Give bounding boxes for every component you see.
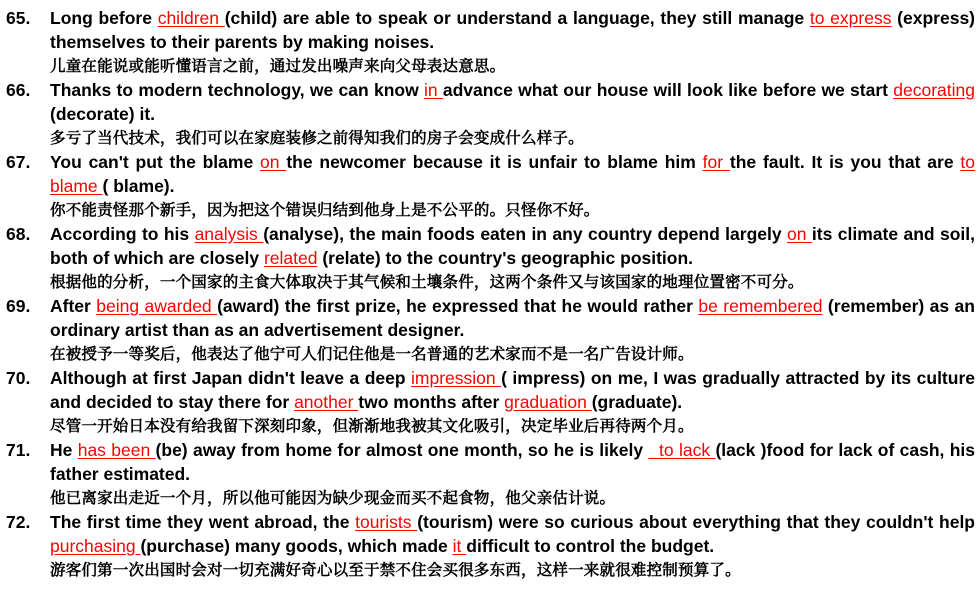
answer-blank: has been (77, 440, 156, 460)
item-number: 71. (6, 440, 31, 460)
answer-blank: another (294, 392, 359, 412)
sentence-text: difficult to control the budget. (466, 536, 715, 556)
sentence-text: (graduate). (591, 392, 683, 412)
answer-blank: impression (411, 368, 502, 388)
sentence-text: (be) away from home for almost one month, so he is likely (155, 440, 649, 460)
sentence-text: ( blame). (102, 176, 175, 196)
exercise-item-70 (6, 366, 975, 438)
item-number: 67. (6, 152, 31, 172)
sentence-text: (remember) as an ordinary artist than as an advertisement designer. (50, 296, 975, 340)
exercise-item-69 (6, 294, 975, 366)
sentence-text: The first time they went abroad, the (50, 512, 356, 532)
exercise-item-66 (6, 78, 975, 150)
sentence-text: (relate) to the country's geographic position. (317, 248, 694, 268)
sentence-text: ( impress) on me, I was gradually attracted by its culture and decided to stay there for (50, 368, 975, 412)
item-number: 72. (6, 512, 31, 532)
item-number: 70. (6, 368, 31, 388)
chinese-translation: 尽管一开始日本没有给我留下深刻印象，但渐渐地我被其文化吸引，决定毕业后再待两个月。 (50, 417, 694, 435)
chinese-translation: 儿童在能说或能听懂语言之前，通过发出噪声来向父母表达意思。 (50, 57, 506, 75)
chinese-translation: 他已离家出走近一个月，所以他可能因为缺少现金而买不起食物，他父亲估计说。 (50, 489, 616, 507)
sentence-text: (child) are able to speak or understand a language, they still manage (224, 8, 810, 28)
item-number: 65. (6, 8, 31, 28)
sentence-text: (lack )food for lack of cash, his father estimated. (50, 440, 976, 484)
answer-blank: being awarded (96, 296, 218, 316)
sentence-text: (tourism) were so curious about everything that they couldn't help (417, 512, 976, 532)
sentence-text: the fault. It is you that are (729, 152, 961, 172)
answer-blank: it (452, 536, 467, 556)
sentence-text: According to his (50, 224, 195, 244)
answer-blank: on (787, 224, 812, 244)
answer-blank: graduation (504, 392, 592, 412)
sentence-text: two months after (358, 392, 505, 412)
english-sentence (50, 150, 975, 198)
answer-blank: to express (809, 8, 892, 28)
item-number: 69. (6, 296, 31, 316)
sentence-text: Long before (50, 8, 158, 28)
english-sentence (50, 510, 975, 558)
answer-blank: purchasing (50, 536, 141, 556)
chinese-translation: 多亏了当代技术，我们可以在家庭装修之前得知我们的房子会变成什么样子。 (50, 129, 584, 147)
exercise-item-68 (6, 222, 975, 294)
sentence-text: (express) themselves to their parents by making noises. (50, 8, 975, 52)
answer-blank: be remembered (698, 296, 823, 316)
exercise-item-72 (6, 510, 975, 582)
item-number: 66. (6, 80, 31, 100)
exercise-item-67 (6, 150, 975, 222)
answer-blank: tourists (355, 512, 418, 532)
exercise-item-71 (6, 438, 975, 510)
answer-blank: related (263, 248, 318, 268)
sentence-text: After (50, 296, 97, 316)
answer-blank: for (702, 152, 730, 172)
sentence-text: (analyse), the main foods eaten in any country depend largely (263, 224, 788, 244)
answer-blank: on (260, 152, 287, 172)
answer-blank: to lack (648, 440, 716, 460)
sentence-text: (award) the first prize, he expressed that he would rather (217, 296, 699, 316)
sentence-text: (decorate) it. (50, 104, 156, 124)
sentence-text: Thanks to modern technology, we can know (50, 80, 424, 100)
english-sentence (50, 294, 975, 342)
sentence-text: the newcomer because it is unfair to blame him (286, 152, 703, 172)
answer-blank: in (423, 80, 443, 100)
sentence-text: He (50, 440, 78, 460)
sentence-text: advance what our house will look like before we start (442, 80, 894, 100)
chinese-translation: 游客们第一次出国时会对一切充满好奇心以至于禁不住会买很多东西，这样一来就很难控制预算了。 (50, 561, 741, 579)
answer-blank: to blame (50, 152, 976, 196)
sentence-text: You can't put the blame (50, 152, 261, 172)
answer-blank: decorating (893, 80, 975, 100)
english-sentence (50, 78, 975, 126)
english-sentence (50, 366, 975, 414)
english-sentence (50, 438, 975, 486)
english-sentence (50, 222, 975, 270)
answer-blank: children (157, 8, 225, 28)
chinese-translation: 在被授予一等奖后，他表达了他宁可人们记住他是一名普通的艺术家而不是一名广告设计师。 (50, 345, 694, 363)
chinese-translation: 你不能责怪那个新手，因为把这个错误归结到他身上是不公平的。只怪你不好。 (50, 201, 600, 219)
item-number: 68. (6, 224, 31, 244)
english-sentence (50, 6, 975, 54)
sentence-text: Although at first Japan didn't leave a deep (50, 368, 412, 388)
exercise-item-65 (6, 6, 975, 78)
sentence-text: (purchase) many goods, which made (140, 536, 453, 556)
sentence-text: its climate and soil, both of which are closely (50, 224, 975, 268)
chinese-translation: 根据他的分析，一个国家的主食大体取决于其气候和土壤条件，这两个条件又与该国家的地理位置密不可分。 (50, 273, 804, 291)
answer-blank: analysis (194, 224, 264, 244)
